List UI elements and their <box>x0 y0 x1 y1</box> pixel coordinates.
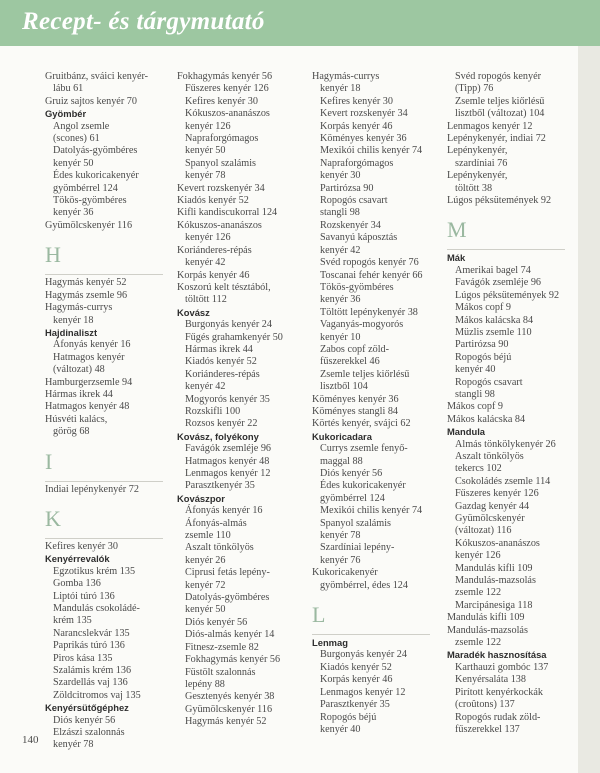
index-subentry: Diós kenyér 56 <box>320 468 383 479</box>
index-entry: Köményes kenyér 36 <box>312 393 399 405</box>
index-entry: Hagymás-currys <box>45 302 113 314</box>
index-subentry: Mexikói chilis kenyér 74 <box>320 145 423 157</box>
index-entry: Lepénykenyér, <box>447 145 508 157</box>
index-subentry: kenyér 72 <box>185 579 226 591</box>
index-subentry: (scones) 61 <box>53 133 100 145</box>
letter-divider <box>45 538 163 539</box>
index-subentry: töltött 38 <box>455 182 493 194</box>
index-subentry: Egzotikus krém 135 <box>53 565 136 577</box>
index-subentry: Vaganyás-mogyorós <box>320 319 404 331</box>
index-subentry: kenyér 42 <box>185 381 226 393</box>
index-subentry: Kefires kenyér 30 <box>320 95 393 107</box>
index-subentry: Mandulás-mazsolás <box>455 575 536 587</box>
index-subentry: (croûtons) 137 <box>455 699 515 711</box>
index-subentry: Ropogós csavart <box>320 195 388 207</box>
index-subentry: Gesztenyés kenyér 38 <box>185 691 275 703</box>
index-heading: Maradék hasznosítása <box>447 649 547 661</box>
index-entry: Koszorú kelt tésztából, <box>177 281 271 293</box>
index-subentry: kenyér 18 <box>53 314 94 326</box>
letter-divider <box>45 481 163 482</box>
index-subentry: Hagymás kenyér 52 <box>185 716 267 728</box>
index-subentry: Partirózsa 90 <box>455 339 509 351</box>
index-subentry: Piros kása 135 <box>53 652 113 664</box>
index-subentry: Aszalt tönkölyös <box>455 450 524 462</box>
index-subentry: kenyér 36 <box>320 294 361 306</box>
index-subentry: Mákos copf 9 <box>455 302 512 314</box>
index-column-1 <box>45 71 177 752</box>
index-subentry: Pirított kenyérkockák <box>455 686 543 698</box>
index-subentry: Kiadós kenyér 52 <box>320 661 392 673</box>
index-subentry: Ropogós béjú <box>320 711 377 723</box>
index-subentry: Korpás kenyér 46 <box>320 120 393 132</box>
index-subentry: kenyér 26 <box>185 554 226 566</box>
index-subentry: Fűgés grahamkenyér 50 <box>185 331 283 343</box>
index-entry: Korpás kenyér 46 <box>177 269 250 281</box>
index-subentry: Amerikai bagel 74 <box>455 264 531 276</box>
index-subentry: Ciprusi fetás lepény- <box>185 567 270 579</box>
index-subentry: Parasztkenyér 35 <box>320 699 390 711</box>
index-subentry: kenyér 78 <box>53 739 94 751</box>
index-subentry: Ropogós csavart <box>455 376 523 388</box>
index-subentry: Napraforgómagos <box>185 133 259 145</box>
index-heading: Kovász <box>177 306 210 318</box>
index-subentry: kenyér 36 <box>53 207 94 219</box>
index-entry: Koriánderes-répás <box>177 244 252 256</box>
index-subentry: maggal 88 <box>320 455 363 467</box>
index-column-2 <box>177 71 309 729</box>
index-subentry: Hármas ikrek 44 <box>185 343 253 355</box>
index-subentry: Ropogós rudak zöld- <box>455 711 541 723</box>
index-subentry: Füstölt szalonnás <box>185 666 256 678</box>
index-letter-section <box>45 506 177 539</box>
index-subentry: kenyér 126 <box>455 550 501 562</box>
index-subentry: Partirózsa 90 <box>320 182 374 194</box>
index-subentry: fűszerekkel 46 <box>320 356 380 368</box>
index-subentry: Hatmagos kenyér <box>53 351 125 363</box>
index-subentry: Tökös-gyömbéres <box>53 195 127 207</box>
index-subentry: Datolyás-gyömbéres <box>53 145 138 157</box>
index-subentry: kenyér 42 <box>320 244 361 256</box>
index-subentry: lábu 61 <box>53 83 84 95</box>
index-entry: Hamburgerzsemle 94 <box>45 376 133 388</box>
index-subentry: stangli 98 <box>455 388 495 400</box>
index-entry: Fokhagymás kenyér 56 <box>177 71 273 82</box>
index-subentry: (Tipp) 76 <box>455 83 494 95</box>
index-subentry: Almás tönkölykenyér 26 <box>455 438 556 450</box>
index-subentry: Favágók zsemléje 96 <box>185 443 272 455</box>
index-subentry: Gyümölcskenyér 116 <box>185 703 273 715</box>
index-entry: Mákos kalácska 84 <box>447 413 526 425</box>
index-subentry: Rozskifli 100 <box>185 405 241 417</box>
index-subentry: Gyümölcskenyér <box>455 513 525 524</box>
index-heading: Hajdinaliszt <box>45 326 98 338</box>
index-subentry: Töltött lepénykenyér 38 <box>320 306 418 318</box>
index-heading: Kovász, folyékony <box>177 430 259 442</box>
index-entry: Kukoricakenyér <box>312 567 378 579</box>
index-subentry: gyömbérrel, édes 124 <box>320 579 408 591</box>
index-subentry: Kókuszos-ananászos <box>455 537 540 549</box>
index-subentry: kenyér 40 <box>320 723 361 735</box>
index-subentry: kenyér 78 <box>185 170 226 182</box>
index-subentry: kenyér 10 <box>320 331 361 343</box>
index-subentry: Spanyol szalámis <box>185 157 257 169</box>
index-subentry: Kevert rozskenyér 34 <box>320 108 408 120</box>
index-subentry: Édes kukoricakenyér <box>53 170 139 182</box>
index-subentry: zsemle 122 <box>455 637 502 649</box>
index-subentry: kenyér 126 <box>185 232 231 244</box>
index-subentry: Lenmagos kenyér 12 <box>185 468 271 479</box>
index-subentry: Favágók zsemléje 96 <box>455 277 542 289</box>
index-subentry: kenyér 50 <box>53 157 94 169</box>
index-subentry: Mákos kalácska 84 <box>455 314 534 326</box>
index-subentry: Müzlis zsemle 110 <box>455 326 532 338</box>
index-entry: Mákos copf 9 <box>447 401 504 413</box>
letter-divider <box>447 249 565 250</box>
index-entry: Gyümölcskenyér 116 <box>45 219 133 231</box>
index-subentry: Toscanai fehér kenyér 66 <box>320 269 423 281</box>
index-subentry: Zsemle teljes kiőrlésű <box>455 95 545 107</box>
index-subentry: Rozsos kenyér 22 <box>185 418 258 430</box>
index-subentry: Svéd ropogós kenyér <box>455 71 542 82</box>
index-subentry: kenyér 40 <box>455 364 496 376</box>
index-subentry: Paprikás túró 136 <box>53 640 125 652</box>
index-subentry: Szalámis krém 136 <box>53 665 132 677</box>
index-entry: Lepénykenyér, <box>447 170 508 182</box>
index-subentry: Köményes kenyér 36 <box>320 133 407 145</box>
index-subentry: Svéd ropogós kenyér 76 <box>320 257 419 269</box>
index-heading: Kukoricadara <box>312 430 372 442</box>
index-subentry: Lenmagos kenyér 12 <box>320 686 406 698</box>
index-subentry: gyömbérrel 124 <box>320 492 385 504</box>
index-subentry: Koriánderes-répás <box>185 368 260 380</box>
index-heading: Kovászpor <box>177 492 225 504</box>
index-subentry: Kiadós kenyér 52 <box>185 356 257 368</box>
index-subentry: kenyér 50 <box>185 145 226 157</box>
index-entry: Hármas ikrek 44 <box>45 388 113 400</box>
index-column-4 <box>447 71 579 736</box>
index-entry: Mandulás-mazsolás <box>447 624 528 636</box>
index-subentry: Szardellás vaj 136 <box>53 677 128 689</box>
index-subentry: Fitnesz-zsemle 82 <box>185 641 259 653</box>
index-entry: Kevert rozskenyér 34 <box>177 182 265 194</box>
index-subentry: Gazdag kenyér 44 <box>455 500 530 512</box>
index-subentry: Marcipánesiga 118 <box>455 599 533 611</box>
index-subentry: lisztből 104 <box>320 381 368 393</box>
index-subentry: Savanyú káposztás <box>320 232 398 244</box>
index-subentry: Fűszeres kenyér 126 <box>455 488 539 500</box>
index-subentry: Szardíniai lepény- <box>320 542 395 554</box>
index-subentry: zsemle 110 <box>185 530 231 542</box>
index-entry: Lúgos péksütemények 92 <box>447 195 552 207</box>
index-subentry: Narancslekvár 135 <box>53 627 130 639</box>
index-subentry: Parasztkenyér 35 <box>185 480 255 492</box>
index-entry: Kiadós kenyér 52 <box>177 195 249 207</box>
index-entry: Kifli kandiscukorral 124 <box>177 207 278 219</box>
index-subentry: Áfonyás-almás <box>185 517 247 529</box>
index-subentry: Lúgos péksütemények 92 <box>455 289 560 301</box>
index-heading: Mák <box>447 252 466 264</box>
index-heading: Kenyérrevalók <box>45 553 110 565</box>
index-subentry: lisztből (változat) 104 <box>455 108 545 120</box>
index-subentry: krém 135 <box>53 615 92 627</box>
index-subentry: Áfonyás kenyér 16 <box>185 505 263 517</box>
index-entry: Köményes stangli 84 <box>312 405 399 417</box>
index-subentry: (változat) 48 <box>53 364 105 376</box>
index-letter: M <box>447 217 467 243</box>
index-subentry: Tökös-gyömbéres <box>320 281 394 293</box>
index-heading: Mandula <box>447 426 486 438</box>
index-subentry: kenyér 78 <box>320 530 361 542</box>
index-letter-section <box>45 449 177 482</box>
index-subentry: stangli 98 <box>320 207 360 219</box>
index-subentry: kenyér 18 <box>320 83 361 95</box>
index-entry: Mandulás kifli 109 <box>447 612 525 624</box>
index-subentry: görög 68 <box>53 426 90 438</box>
index-subentry: fűszerekkel 137 <box>455 723 520 735</box>
index-subentry: Csokoládés zsemle 114 <box>455 475 551 487</box>
index-subentry: Zöldcitromos vaj 135 <box>53 689 141 701</box>
index-subentry: Ropogós béjú <box>455 351 512 363</box>
index-subentry: kenyér 126 <box>185 120 231 132</box>
index-subentry: Diós kenyér 56 <box>53 714 116 726</box>
index-subentry: Datolyás-gyömbéres <box>185 592 270 604</box>
index-subentry: Liptói túró 136 <box>53 590 115 602</box>
index-heading: Kenyérsütőgéphez <box>45 702 129 714</box>
index-subentry: Diós kenyér 56 <box>185 616 248 628</box>
index-subentry: Mandulás csokoládé- <box>53 603 140 614</box>
index-letter: L <box>312 602 326 628</box>
index-entry: Lepénykenyér, indiai 72 <box>447 133 546 145</box>
index-subentry: Rozskenyér 34 <box>320 219 381 231</box>
index-entry: Hagymás kenyér 52 <box>45 277 127 289</box>
letter-divider <box>45 274 163 275</box>
index-subentry: szardíniai 76 <box>455 157 508 169</box>
index-subentry: tekercs 102 <box>455 463 502 475</box>
index-subentry: Currys zsemle fenyő- <box>320 443 408 455</box>
index-subentry: lepény 88 <box>185 678 225 690</box>
index-subentry: Kókuszos-ananászos <box>185 108 270 120</box>
index-entry: Kókuszos-ananászos <box>177 219 262 231</box>
letter-divider <box>312 634 430 635</box>
index-letter-section <box>312 602 444 635</box>
index-letter: H <box>45 242 61 268</box>
index-subentry: Édes kukoricakenyér <box>320 480 406 492</box>
index-subentry: gyömbérrel 124 <box>53 182 118 194</box>
index-subentry: Gomba 136 <box>53 578 101 590</box>
index-subentry: Spanyol szalámis <box>320 517 392 529</box>
index-letter: I <box>45 448 53 474</box>
index-subentry: Kefires kenyér 30 <box>185 95 258 107</box>
index-subentry: töltött 112 <box>185 294 227 306</box>
index-subentry: kenyér 42 <box>185 257 226 269</box>
index-subentry: Aszalt tönkölyös <box>185 542 254 554</box>
index-subentry: Fűszeres kenyér 126 <box>185 83 269 95</box>
index-subentry: (változat) 116 <box>455 525 512 537</box>
page-number: 140 <box>22 734 39 746</box>
index-heading: Gyömbér <box>45 108 87 120</box>
index-letter: K <box>45 505 61 531</box>
index-subentry: Kenyérsaláta 138 <box>455 674 526 686</box>
index-subentry: zsemle 122 <box>455 587 502 599</box>
index-subentry: Fokhagymás kenyér 56 <box>185 654 281 666</box>
index-subentry: Mexikói chilis kenyér 74 <box>320 505 423 517</box>
index-letter-section <box>447 217 579 250</box>
index-subentry: Karthauzi gombóc 137 <box>455 661 549 673</box>
index-entry: Húsvéti kalács, <box>45 413 108 425</box>
index-entry: Gruitbánz, sváici kenyér- <box>45 71 149 82</box>
index-entry: Hagymás-currys <box>312 71 380 82</box>
index-subentry: Zabos copf zöld- <box>320 343 390 355</box>
page-title: Recept- és tárgymutató <box>22 8 265 35</box>
index-subentry: Mogyorós kenyér 35 <box>185 393 270 405</box>
index-subentry: Burgonyás kenyér 24 <box>185 319 272 331</box>
index-entry: Indiai lepénykenyér 72 <box>45 483 139 495</box>
index-subentry: Elzászi szalonnás <box>53 727 125 739</box>
index-subentry: kenyér 30 <box>320 170 361 182</box>
index-entry: Lenmagos kenyér 12 <box>447 120 533 132</box>
index-subentry: Napraforgómagos <box>320 157 394 169</box>
index-entry: Körtés kenyér, svájci 62 <box>312 418 411 430</box>
index-subentry: Angol zsemle <box>53 120 110 132</box>
index-subentry: Burgonyás kenyér 24 <box>320 649 407 661</box>
index-subentry: Mandulás kifli 109 <box>455 562 533 574</box>
index-subentry: Diós-almás kenyér 14 <box>185 629 275 641</box>
index-letter-section <box>45 242 177 275</box>
index-subentry: kenyér 76 <box>320 554 361 566</box>
index-subentry: Zsemle teljes kiőrlésű <box>320 368 410 380</box>
index-column-3 <box>312 71 444 736</box>
index-entry: Gruiz sajtos kenyér 70 <box>45 95 137 107</box>
index-subentry: kenyér 50 <box>185 604 226 616</box>
index-subentry: Áfonyás kenyér 16 <box>53 339 131 351</box>
page-edge-strip <box>578 46 600 773</box>
header-band <box>0 0 600 46</box>
index-entry: Hatmagos kenyér 48 <box>45 401 130 413</box>
index-subentry: Hatmagos kenyér 48 <box>185 455 270 467</box>
index-subentry: Korpás kenyér 46 <box>320 674 393 686</box>
index-heading: Lenmag <box>312 637 348 649</box>
index-entry: Kefires kenyér 30 <box>45 540 118 552</box>
index-entry: Hagymás zsemle 96 <box>45 289 128 301</box>
